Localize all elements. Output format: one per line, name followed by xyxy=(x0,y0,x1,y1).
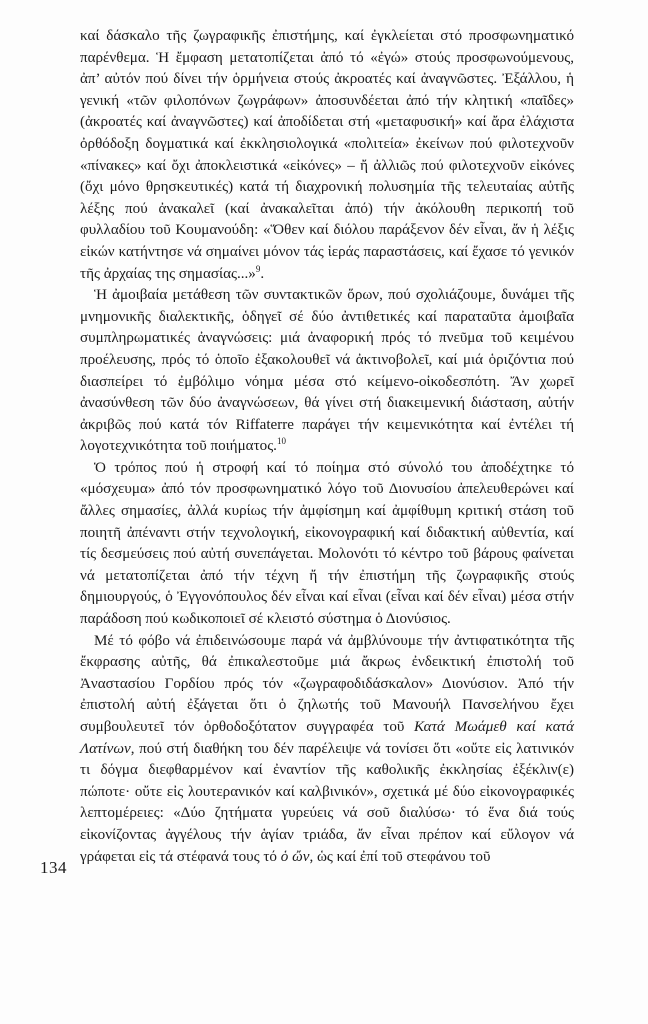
p4-run-1: Μέ τό φόβο νά ἐπιδεινώσουμε παρά νά ἀμβλύνουμε τήν ἀντιφατικότητα τῆς ἔκφρασης αὐτῆς, θά ἐπικαλεστοῦμε μιά ἄκρως ἐνδεικτική ἐπιστολή τοῦ Ἀναστασίου Γορδίου πρός τόν «ζωγραφοδιδάσκαλον» Διονύσιον. Ἀπό τήν ἐπιστολή αὐτή ἐξάγεται ὅτι ὁ ζηλωτής τοῦ Μανουήλ Πανσελήνου ἔχει συμβουλευτεῖ τόν ὀρθοδοξότατον συγγραφέα τοῦ xyxy=(80,632,574,735)
p4-run-5: , ὡς καί ἐπί τοῦ στεφάνου τοῦ xyxy=(309,848,491,865)
p3-run-1: Ὁ τρόπος πού ἡ στροφή καί τό ποίημα στό σύνολό του ἀποδέχτηκε τό «μόσχευμα» ἀπό τόν προσφωνηματικό λόγο τοῦ Διονυσίου ἀπελευθερώνει καί ἄλλες σημασίες, ἀλλά κυρίως τήν ἀμφίσημη καί ἀμφίθυμη κριτική στάση τοῦ ποιητῆ ἀπέναντι στήν τεχνολογική, εἰκονογραφική καί διδακτική αὐθεντία, καί τίς δεσμεύσεις πού αὐτή συνεπάγεται. Μολονότι τό κέντρο τοῦ βάρους φαίνεται νά μετατοπίζεται ἀπό τήν τέχνη ἤ τήν ἐπιστήμη τῆς ζωγραφικῆς στούς δημιουργούς, ὁ Ἐγγονόπουλος δέν εἶναι καί εἶναι (εἶναι καί δέν εἶναι) μέσα στήν παράδοση πού κωδικοποιεῖ σέ κλειστό σύστημα ὁ Διονύσιος. xyxy=(80,459,574,628)
p2-run-1: Ἡ ἀμοιβαία μετάθεση τῶν συντακτικῶν ὅρων, πού σχολιάζουμε, δυνάμει τῆς μνημονικῆς διαλεκτικῆς, ὁδηγεῖ σέ δύο ἀντιθετικές καί παραταῦτα ἀμοιβαῖα συμπληρωματικές ἀναγνώσεις: μιά ἀναφορική πρός τό πνεῦμα τοῦ κειμένου προέλευσης, πρός τό ὁποῖο ἐξακολουθεῖ νά ἀκτινοβολεῖ, καί μιά ὁριζόντια πού διασπείρει τό ἐμβόλιμο νόημα μέσα στό κείμενο-οἰκοδεσπότη. Ἄν χωρεῖ ἀνασύνθεση τῶν δύο ἀναγνώσεων, θά γίνει στή διακειμενική διάσταση, αὐτήν ἀκριβῶς πού κατά τόν Riffaterre παράγει τήν κειμενικότητα καί ἐντέλει τή λογοτεχνικότητα τοῦ ποιήματος. xyxy=(80,287,574,455)
p4-italic-o-on: ὁ ὤν xyxy=(280,848,310,865)
p4-italic-title: Κατά Μωάμεθ καί κατά Λατίνων xyxy=(80,719,574,757)
footnote-ref-9: 9 xyxy=(255,263,261,274)
footnote-ref-10: 10 xyxy=(276,436,286,447)
page-number: 134 xyxy=(40,858,67,877)
p1-run-1: καί δάσκαλο τῆς ζωγραφικῆς ἐπιστήμης, καί ἐγκλείεται στό προσφωνηματικό παρένθεμα. Ἡ ἔμφαση μετατοπίζεται ἀπό τό «ἐγώ» στούς προσφωνούμενους, ἀπ’ αὐτόν πού δίνει τήν ὁρμήνεια στούς ἀκροατές καί ἀναγνῶστες. Ἐξάλλου, ἡ γενική «τῶν φιλοπόνων ζωγράφων» ἀποσυνδέεται ἀπό τήν κλητική «παῖδες» (ἀκροατές καί ἀναγνῶστες) καί ἀποδίδεται στή «μεταφυσική» καί ἄρα ἐλάχιστα ὀρθόδοξη δογματικά καί ἐκκλησιολογικά «πολιτεία» ἐκείνων πού φιλοτεχνοῦν «πίνακες» καί ὄχι ἀποκλειστικά «εἰκόνες» – ἤ ἀλλιῶς πού φιλοτεχνοῦν εἰκόνες (ὄχι μόνο θρησκευτικές) κατά τή διαχρονική πολυσημία τῆς τελευταίας αὐτῆς λέξης πού ἀνακαλεῖ (καί ἀνακαλεῖται ἀπό) τήν ἀκόλουθη περικοπή τοῦ φυλλαδίου τοῦ Κουμανούδη: «Ὅθεν καί διόλου παράξενον δέν εἶναι, ἄν ἡ λέξις εἰκών κατήντησε νά σημαίνει μόνον τάς ἱεράς παραστάσεις, καί ἔχασε τό γενικόν τῆς ἀρχαίας της σημασίας...» xyxy=(80,28,574,282)
paragraph-1 xyxy=(80,26,574,285)
paragraph-2 xyxy=(80,285,574,458)
p4-run-3: , πού στή διαθήκη του δέν παρέλειψε νά τονίσει ὅτι «οὔτε εἰς λατινικόν τι δόγμα διεφθαρμένον καί ἐναντίον τῆς καθολικῆς ἐκκλησίας ἐξέκλιν(ε) πώποτε· οὔτε εἰς λουτερανικόν καί καλβινικόν», σχετικά μέ δύο εἰκονογραφικές λεπτομέρειες: «Δύο ζητήματα γυρεύεις νά σοῦ διαλύσω· τό ἕνα διά τούς εἰκονίζοντας ἀγγέλους τήν ἁγίαν τριάδα, ἄν εἶναι πρέπον καί εὔλογον νά γράφεται εἰς τά στέφανά τους τό xyxy=(80,740,574,865)
p1-run-3: . xyxy=(260,265,265,282)
body-text xyxy=(80,26,574,868)
paragraph-3 xyxy=(80,458,574,631)
paragraph-4 xyxy=(80,631,574,869)
